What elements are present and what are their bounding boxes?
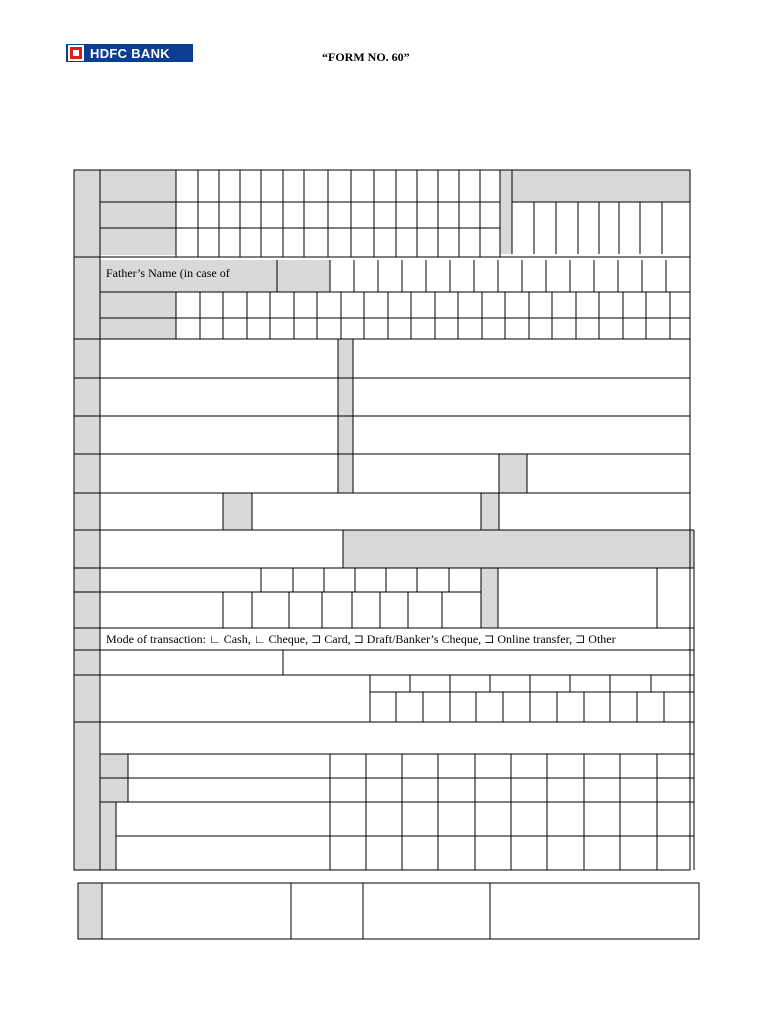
mode-of-transaction-label: Mode of transaction: ∟ Cash, ∟ Cheque, ⊐ Card, ⊐ Draft/Banker’s Cheque, ⊐ Online transfer, ⊐ Other — [106, 632, 616, 646]
fathers-name-label: Father’s Name (in case of — [106, 266, 230, 280]
form-title: “FORM NO. 60” — [322, 50, 410, 64]
logo-text: HDFC BANK — [90, 45, 170, 61]
